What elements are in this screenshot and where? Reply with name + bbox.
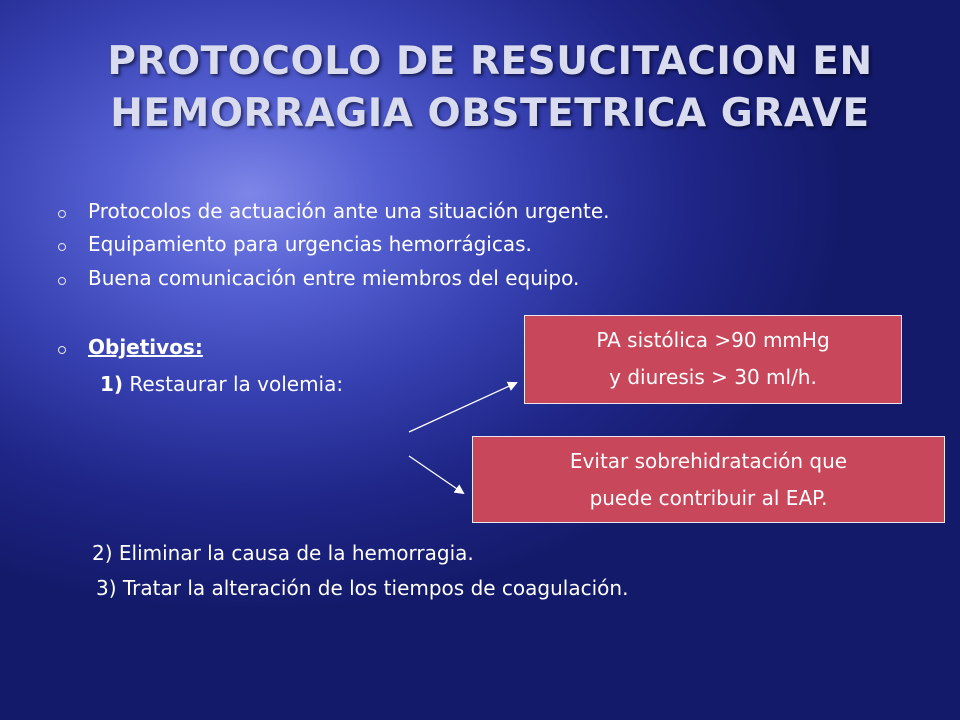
slide-title: [40, 36, 940, 140]
box-line: puede contribuir al EAP.: [589, 486, 828, 510]
box-line: y diuresis > 30 ml/h.: [609, 365, 817, 389]
bullet-item: [58, 229, 532, 259]
objective-item-2: 2) Eliminar la causa de la hemorragia.: [92, 541, 474, 565]
objective-text: Restaurar la volemia:: [123, 372, 344, 396]
circle-bullet-icon: [58, 210, 66, 218]
objective-item-3: 3) Tratar la alteración de los tiempos de coagulación.: [96, 576, 629, 600]
objective-item-1: [100, 369, 343, 399]
bullet-text: Protocolos de actuación ante una situación urgente.: [88, 199, 610, 223]
circle-bullet-icon: [58, 243, 66, 251]
bullet-text: Buena comunicación entre miembros del equipo.: [88, 266, 580, 290]
title-line-1: PROTOCOLO DE RESUCITACION EN: [107, 39, 873, 84]
info-box-pressure: [524, 315, 902, 404]
objectives-label: Objetivos:: [88, 335, 203, 359]
bullet-item: [58, 196, 610, 226]
arrow-icon: [409, 383, 516, 432]
box-line: PA sistólica >90 mmHg: [596, 328, 830, 352]
bullet-item: [58, 263, 579, 293]
info-box-hydration: [472, 436, 945, 523]
circle-bullet-icon: [58, 346, 66, 354]
box-line: Evitar sobrehidratación que: [569, 449, 848, 473]
circle-bullet-icon: [58, 277, 66, 285]
title-line-2: HEMORRAGIA OBSTETRICA GRAVE: [110, 91, 870, 136]
objective-number: 1): [100, 372, 124, 396]
bullet-item-objectives: [58, 332, 203, 362]
bullet-text: Equipamiento para urgencias hemorrágicas.: [88, 232, 532, 256]
arrow-icon: [409, 456, 463, 493]
